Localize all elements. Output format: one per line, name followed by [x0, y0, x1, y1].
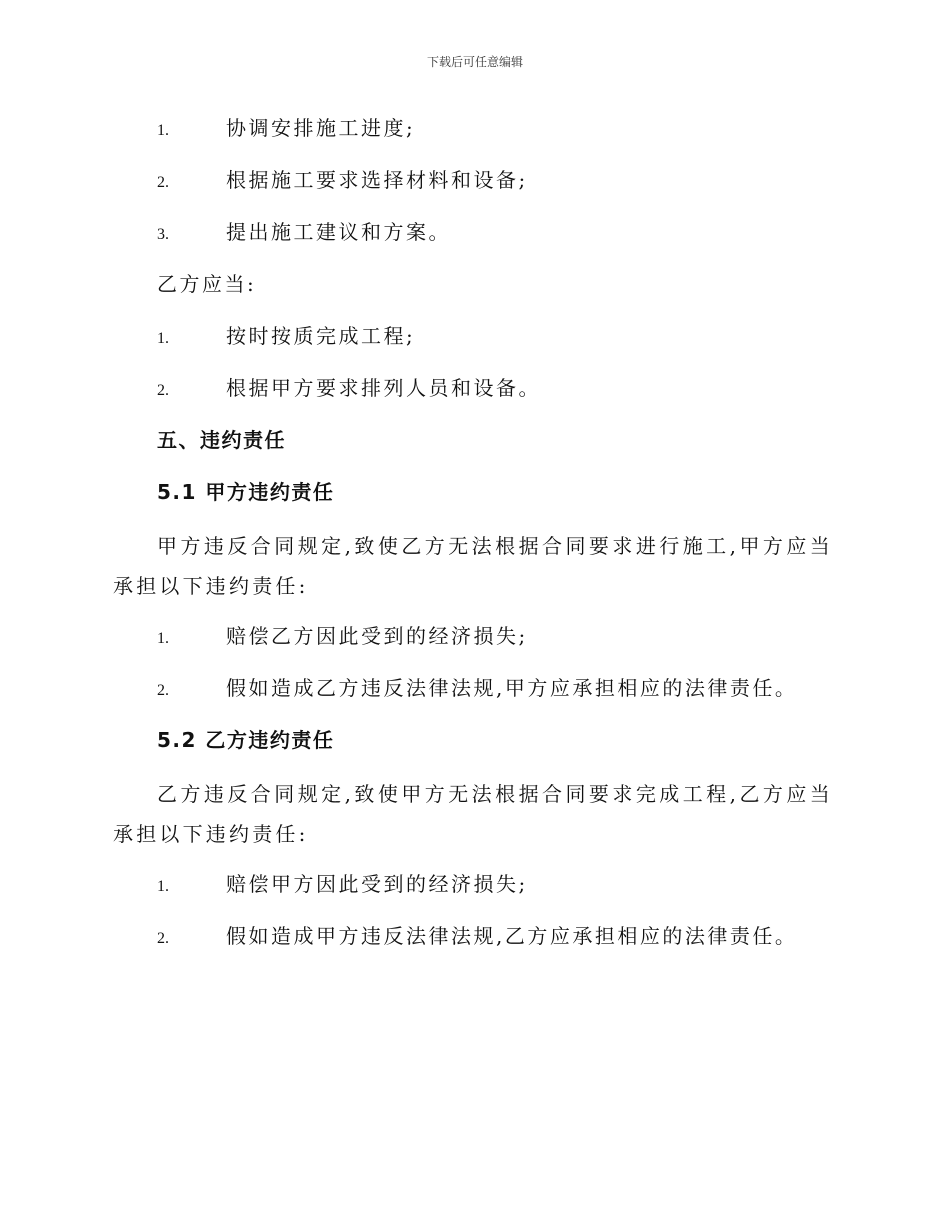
list-item: [113, 110, 833, 162]
list-item: [113, 918, 833, 970]
list-item: [113, 370, 833, 422]
list-text: 根据施工要求选择材料和设备;: [226, 168, 528, 192]
list-number: 2.: [157, 682, 169, 699]
list-text: 赔偿甲方因此受到的经济损失;: [226, 872, 528, 896]
list-number: 3.: [157, 226, 169, 243]
list-number: 1.: [157, 878, 169, 895]
list-number: 1.: [157, 630, 169, 647]
list-number: 1.: [157, 122, 169, 139]
subsection-heading: 5.1 甲方违约责任: [157, 480, 335, 504]
party-b-intro: 乙方应当:: [157, 272, 257, 296]
paragraph: 乙方违反合同规定,致使甲方无法根据合同要求完成工程,乙方应当承担以下违约责任:: [113, 782, 833, 846]
list-number: 2.: [157, 930, 169, 947]
list-item: [113, 866, 833, 918]
list-text: 提出施工建议和方案。: [226, 220, 451, 244]
paragraph: 甲方违反合同规定,致使乙方无法根据合同要求进行施工,甲方应当承担以下违约责任:: [113, 534, 833, 598]
subsection-heading: 5.2 乙方违约责任: [157, 728, 335, 752]
list-item: [113, 214, 833, 266]
document-body: [113, 110, 833, 970]
list-text: 按时按质完成工程;: [226, 324, 416, 348]
list-item: [113, 670, 833, 722]
list-item: [113, 162, 833, 214]
list-number: 2.: [157, 174, 169, 191]
list-text: 假如造成乙方违反法律法规,甲方应承担相应的法律责任。: [226, 676, 798, 700]
section-heading: 五、违约责任: [157, 428, 286, 452]
list-text: 协调安排施工进度;: [226, 116, 416, 140]
list-item: [113, 318, 833, 370]
list-item: [113, 618, 833, 670]
list-number: 2.: [157, 382, 169, 399]
list-text: 赔偿乙方因此受到的经济损失;: [226, 624, 528, 648]
page-header-note: 下载后可任意编辑: [426, 55, 523, 69]
list-text: 假如造成甲方违反法律法规,乙方应承担相应的法律责任。: [226, 924, 798, 948]
list-number: 1.: [157, 330, 169, 347]
list-text: 根据甲方要求排列人员和设备。: [226, 376, 541, 400]
